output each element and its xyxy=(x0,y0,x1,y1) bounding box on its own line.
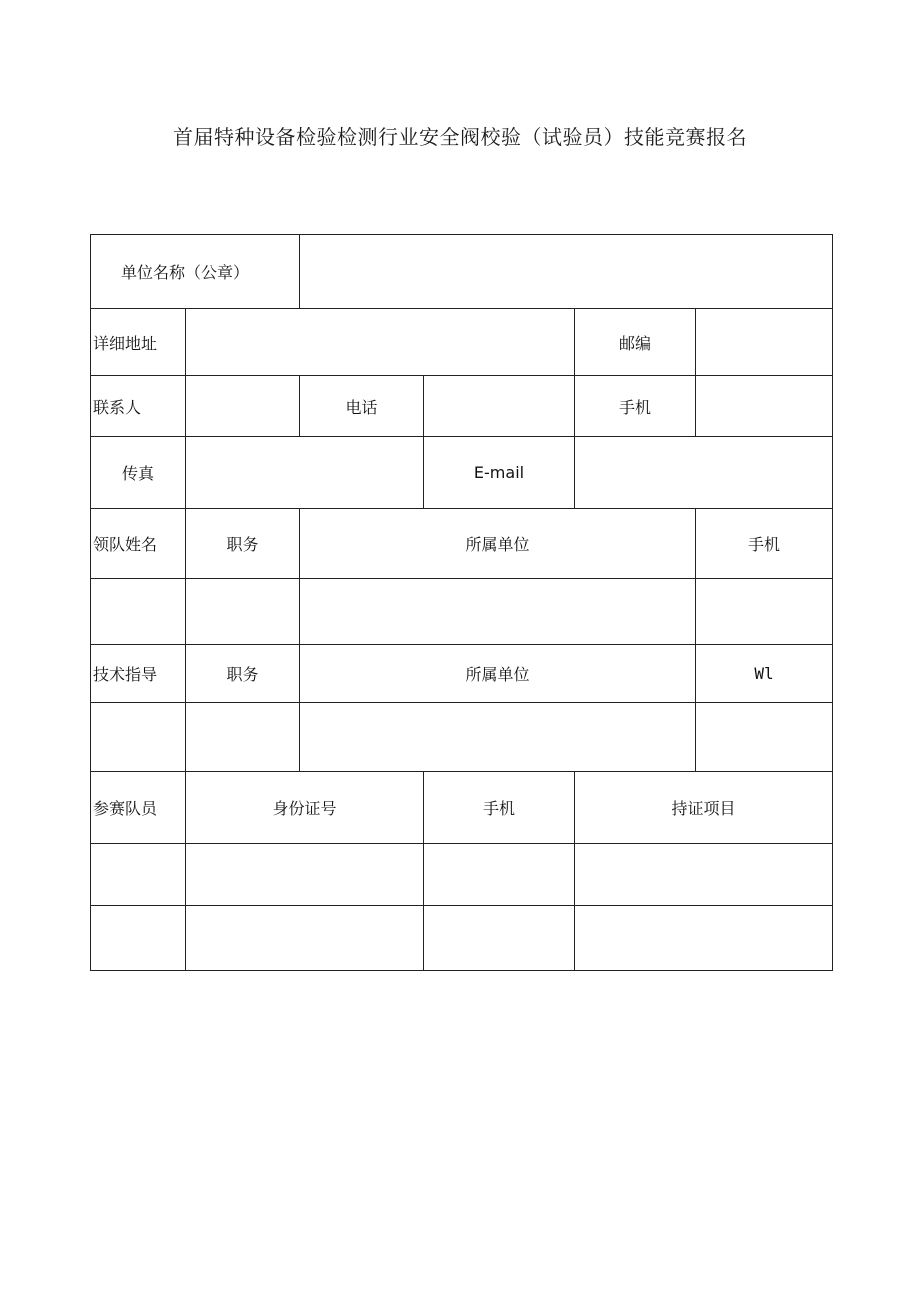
tech-unit-label: 所属单位 xyxy=(300,645,696,703)
tech-position-field[interactable] xyxy=(186,703,300,772)
address-row xyxy=(91,309,833,376)
member-name-field[interactable] xyxy=(91,906,186,971)
unit-name-label: 单位名称（公章） xyxy=(91,235,300,309)
tech-unit-field[interactable] xyxy=(300,703,696,772)
tech-mobile-label: Wl xyxy=(696,645,833,703)
phone-field[interactable] xyxy=(424,376,575,437)
member-mobile-field[interactable] xyxy=(424,844,575,906)
tech-name-label: 技术指导 xyxy=(91,645,186,703)
members-header-row xyxy=(91,772,833,844)
contact-row xyxy=(91,376,833,437)
member-mobile-field[interactable] xyxy=(424,906,575,971)
leader-mobile-label: 手机 xyxy=(696,509,833,579)
members-name-label: 参赛队员 xyxy=(91,772,186,844)
tech-name-field[interactable] xyxy=(91,703,186,772)
leader-unit-field[interactable] xyxy=(300,579,696,645)
address-field[interactable] xyxy=(186,309,575,376)
members-id-label: 身份证号 xyxy=(186,772,424,844)
leader-position-field[interactable] xyxy=(186,579,300,645)
member-row xyxy=(91,844,833,906)
leader-name-label: 领队姓名 xyxy=(91,509,186,579)
member-name-field[interactable] xyxy=(91,844,186,906)
member-cert-field[interactable] xyxy=(575,844,833,906)
contact-field[interactable] xyxy=(186,376,300,437)
postcode-field[interactable] xyxy=(696,309,833,376)
unit-name-row xyxy=(91,235,833,309)
member-id-field[interactable] xyxy=(186,906,424,971)
tech-position-label: 职务 xyxy=(186,645,300,703)
members-mobile-label: 手机 xyxy=(424,772,575,844)
fax-label: 传真 xyxy=(91,437,186,509)
leader-name-field[interactable] xyxy=(91,579,186,645)
tech-data-row xyxy=(91,703,833,772)
email-label: E-mail xyxy=(424,437,575,509)
address-label: 详细地址 xyxy=(91,309,186,376)
leader-header-row xyxy=(91,509,833,579)
fax-email-row xyxy=(91,437,833,509)
contact-label: 联系人 xyxy=(91,376,186,437)
members-cert-label: 持证项目 xyxy=(575,772,833,844)
mobile-label: 手机 xyxy=(575,376,696,437)
leader-unit-label: 所属单位 xyxy=(300,509,696,579)
postcode-label: 邮编 xyxy=(575,309,696,376)
mobile-field[interactable] xyxy=(696,376,833,437)
registration-form-table xyxy=(90,234,833,971)
member-cert-field[interactable] xyxy=(575,906,833,971)
leader-position-label: 职务 xyxy=(186,509,300,579)
email-field[interactable] xyxy=(575,437,833,509)
unit-name-field[interactable] xyxy=(300,235,833,309)
tech-header-row xyxy=(91,645,833,703)
member-row xyxy=(91,906,833,971)
form-title: 首届特种设备检验检测行业安全阀校验（试验员）技能竞赛报名 xyxy=(173,125,747,149)
fax-field[interactable] xyxy=(186,437,424,509)
leader-mobile-field[interactable] xyxy=(696,579,833,645)
leader-data-row xyxy=(91,579,833,645)
tech-mobile-field[interactable] xyxy=(696,703,833,772)
phone-label: 电话 xyxy=(300,376,424,437)
member-id-field[interactable] xyxy=(186,844,424,906)
